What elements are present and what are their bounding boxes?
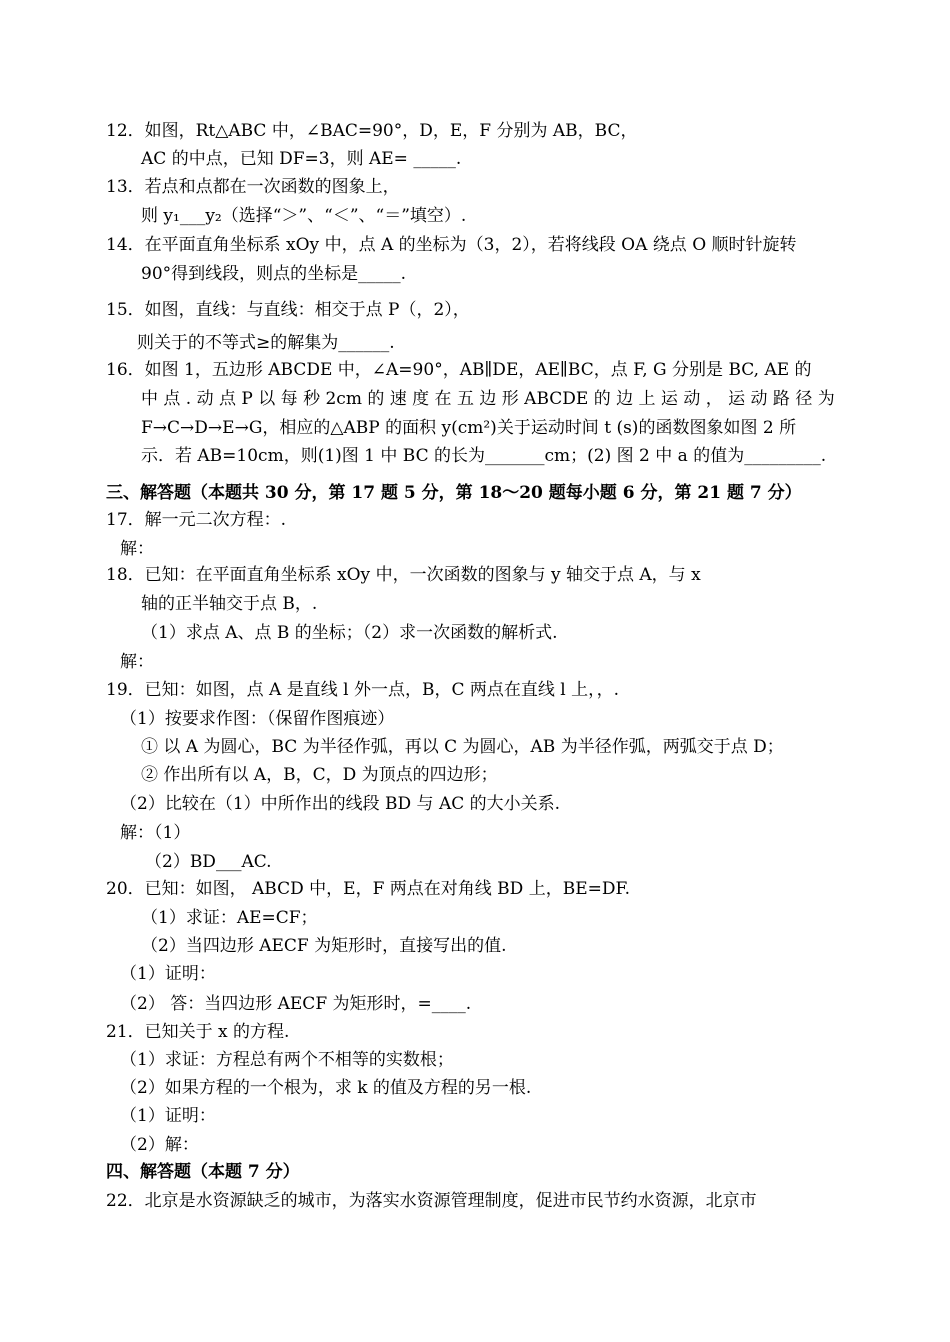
q18-line1: 18．已知：在平面直角坐标系 xOy 中，一次函数的图象与 y 轴交于点 A，与 x bbox=[106, 565, 701, 585]
q21-line2: （1）求证：方程总有两个不相等的实数根； bbox=[120, 1050, 454, 1070]
section-3-heading: 三、解答题（本题共 30 分，第 17 题 5 分，第 18～20 题每小题 6 分，第 21 题 7 分） bbox=[106, 483, 802, 503]
q20-line1: 20．已知：如图， ABCD 中，E，F 两点在对角线 BD 上，BE=DF. bbox=[106, 879, 631, 899]
section-4-heading: 四、解答题（本题 7 分） bbox=[106, 1162, 300, 1182]
q16-line3: F→C→D→E→G，相应的△ABP 的面积 y(cm²)关于运动时间 t (s)的函数图象如图 2 所 bbox=[141, 418, 797, 438]
q22-line1: 22．北京是水资源缺乏的城市，为落实水资源管理制度，促进市民节约水资源，北京市 bbox=[106, 1191, 757, 1211]
q20-answer2: （2） 答：当四边形 AECF 为矩形时，=____. bbox=[120, 994, 472, 1014]
q18-answer: 解： bbox=[120, 652, 154, 672]
q17-answer: 解： bbox=[120, 539, 154, 559]
q20-answer1: （1）证明： bbox=[120, 964, 216, 984]
q18-line2: 轴的正半轴交于点 B，. bbox=[141, 594, 318, 614]
q12-line1: 12．如图，Rt△ABC 中，∠BAC=90°，D，E，F 分别为 AB，BC， bbox=[106, 121, 638, 141]
q13-line1: 13．若点和点都在一次函数的图象上， bbox=[106, 177, 400, 197]
q19-answer1: 解：（1） bbox=[120, 823, 191, 843]
q14-line1: 14．在平面直角坐标系 xOy 中，点 A 的坐标为（3，2），若将线段 OA 绕点 O 顺时针旋转 bbox=[106, 235, 797, 255]
q20-line2: （1）求证：AE=CF； bbox=[141, 908, 318, 928]
q19-line3: ① 以 A 为圆心，BC 为半径作弧，再以 C 为圆心，AB 为半径作弧，两弧交于点 D； bbox=[141, 737, 784, 757]
q21-answer2: （2）解： bbox=[120, 1135, 199, 1155]
q14-line2: 90°得到线段，则点的坐标是_____. bbox=[141, 264, 407, 284]
q19-answer2: （2）BD___AC. bbox=[145, 852, 272, 872]
q15-line2: 则关于的不等式≥的解集为______. bbox=[137, 333, 395, 353]
q21-line3: （2）如果方程的一个根为，求 k 的值及方程的另一根. bbox=[120, 1078, 532, 1098]
q21-answer1: （1）证明： bbox=[120, 1106, 216, 1126]
q16-line2: 中 点 . 动 点 P 以 每 秒 2cm 的 速 度 在 五 边 形 ABCDE 的 边 上 运 动 ， 运 动 路 径 为 bbox=[141, 389, 835, 409]
q19-line5: （2）比较在（1）中所作出的线段 BD 与 AC 的大小关系. bbox=[120, 794, 561, 814]
q19-line4: ② 作出所有以 A，B，C，D 为顶点的四边形； bbox=[141, 765, 498, 785]
q13-line2: 则 y₁___y₂（选择“＞”、“＜”、“＝”填空）. bbox=[141, 206, 467, 226]
q12-line2: AC 的中点，已知 DF=3，则 AE= _____. bbox=[141, 149, 462, 169]
q16-line4: 示．若 AB=10cm，则(1)图 1 中 BC 的长为_______cm；(2) 图 2 中 a 的值为_________. bbox=[141, 446, 827, 466]
q18-line3: （1）求点 A、点 B 的坐标；（2）求一次函数的解析式. bbox=[141, 623, 558, 643]
q15-line1: 15．如图，直线：与直线：相交于点 P（，2）， bbox=[106, 300, 470, 320]
q19-line1: 19．已知：如图，点 A 是直线 l 外一点，B，C 两点在直线 l 上，，. bbox=[106, 680, 620, 700]
q17-line1: 17．解一元二次方程：. bbox=[106, 510, 287, 530]
q19-line2: （1）按要求作图：（保留作图痕迹） bbox=[120, 709, 395, 729]
q16-line1: 16．如图 1，五边形 ABCDE 中，∠A=90°，AB∥DE，AE∥BC，点 F, G 分别是 BC, AE 的 bbox=[106, 360, 812, 380]
q20-line3: （2）当四边形 AECF 为矩形时，直接写出的值. bbox=[141, 936, 507, 956]
q21-line1: 21．已知关于 x 的方程. bbox=[106, 1022, 290, 1042]
